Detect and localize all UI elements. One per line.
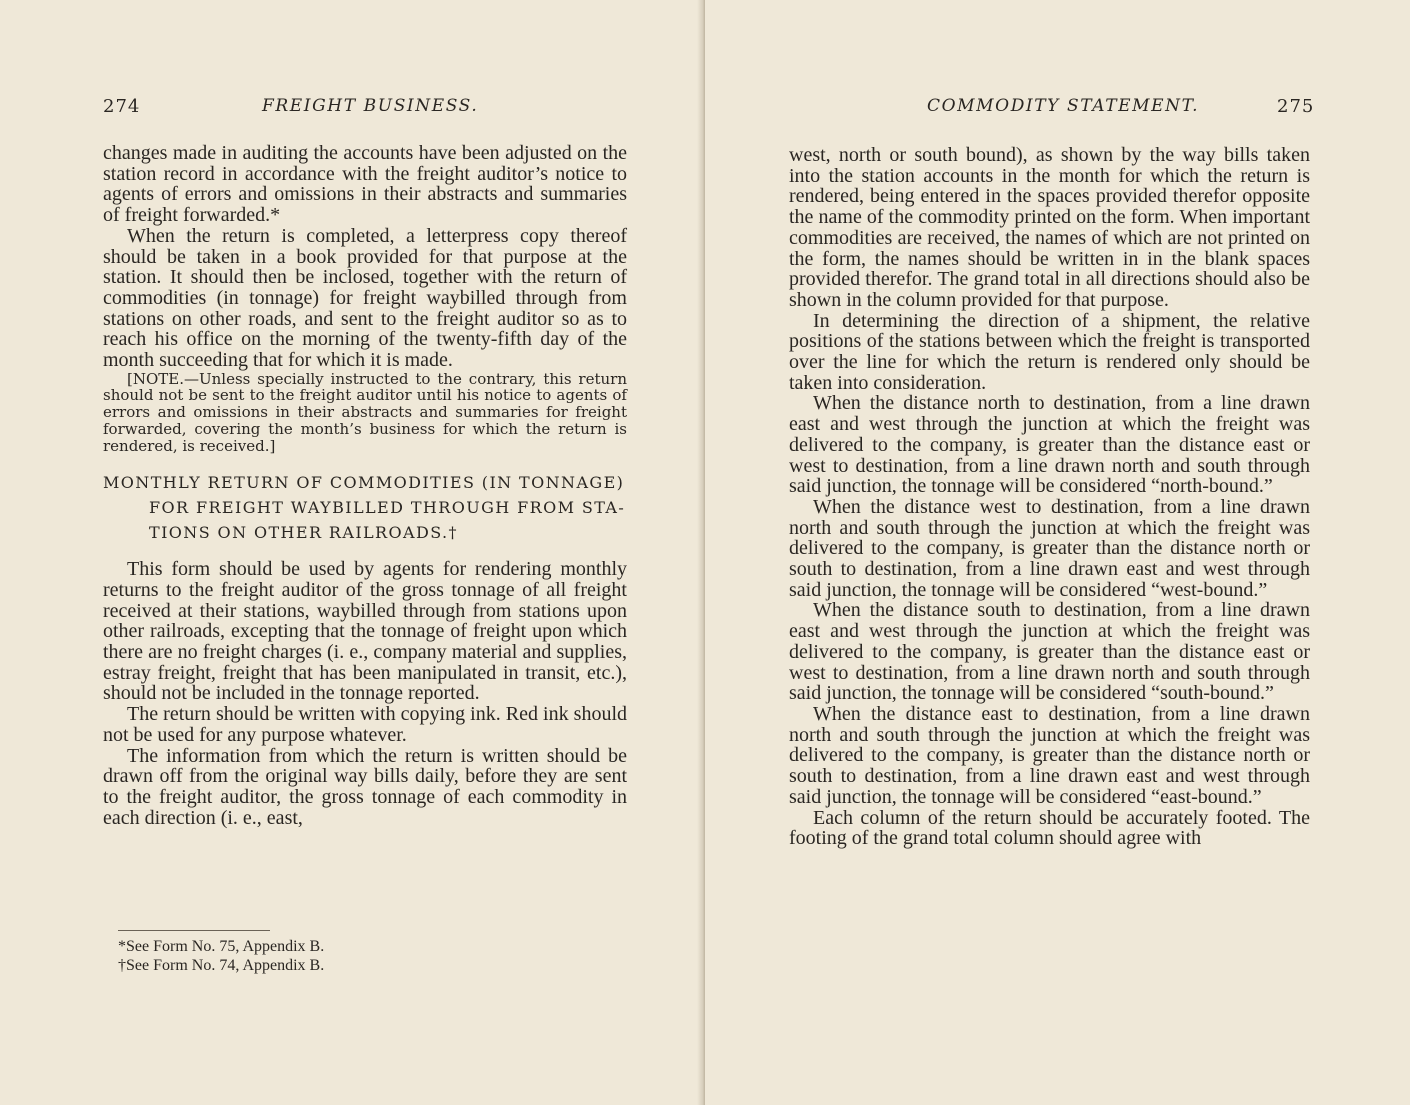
heading-line: FOR FREIGHT WAYBILLED THROUGH FROM STA- [149,498,626,518]
paragraph: changes made in auditing the accounts have been adjusted on the station record in accordance with the freight auditor’s notice to agents of errors and omissions in their abstracts and summaries of freight forwarded.* [103,142,627,227]
footnote-rule [118,930,270,931]
right-folio: 275 [1277,96,1315,117]
right-page [705,0,1410,1105]
paragraph: Each column of the return should be accurately footed. The footing of the grand total column should agree with [789,806,1310,850]
right-text-block [789,145,1310,849]
paragraph: When the distance west to destination, from a line drawn north and south through the junction at which the freight was delivered to the company, is greater than the distance north or south to destination, from a line drawn east and west through said junction, the tonnage will be considered “west-bound.” [789,495,1310,601]
left-folio: 274 [103,96,141,117]
paragraph: This form should be used by agents for rendering monthly returns to the freight auditor of the gross tonnage of all freight received at their stations, waybilled through from stations upon other railroads, excepting that the tonnage of freight upon which there are no freight charges (i. e., company material and supplies, estray freight, freight that has been manipulated in transit, etc.), should not be included in the tonnage reported. [103,558,627,705]
paragraph: The return should be written with copying ink. Red ink should not be used for any purpose whatever. [103,703,627,746]
footnote: †See Form No. 74, Appendix B. [118,957,325,974]
right-running-head: COMMODITY STATEMENT. [927,96,1200,116]
note-paragraph: [NOTE.—Unless specially instructed to the contrary, this return should not be sent to the freight auditor until his notice to agents of errors and omissions in their abstracts and summaries for freight forwarded, covering the month’s business for which the return is rendered, is received.] [103,369,627,455]
paragraph: When the distance south to destination, from a line drawn east and west through the junction at which the freight was delivered to the company, is greater than the distance east or west to destination, from a line drawn north and south through said junction, the tonnage will be considered “south-bound.” [789,599,1310,705]
paragraph: In determining the direction of a shipment, the relative positions of the stations between which the freight is transported over the line for which the return is rendered only should be taken into consideration. [789,309,1310,394]
left-running-head: FREIGHT BUSINESS. [262,96,479,116]
heading-line: TIONS ON OTHER RAILROADS.† [149,523,458,543]
paragraph: When the distance east to destination, from a line drawn north and south through the junction at which the freight was delivered to the company, is greater than the distance north or south to destination, from a line drawn east and west through said junction, the tonnage will be considered “east-bound.” [789,702,1310,808]
section-heading [103,470,627,545]
paragraph: When the return is completed, a letterpress copy thereof should be taken in a book provided for that purpose at the station. It should then be inclosed, together with the return of commodities (in tonnage) for freight waybilled through from stations on other roads, and sent to the freight auditor so as to reach his office on the morning of the twenty-fifth day of the month succeeding that for which it is made. [103,224,627,372]
paragraph: When the distance north to destination, from a line drawn east and west through the junction at which the freight was delivered to the company, is greater than the distance east or west to destination, from a line drawn north and south through said junction, the tonnage will be considered “north-bound.” [789,392,1310,498]
left-text-block [103,143,627,828]
footnotes [118,930,324,975]
footnote: *See Form No. 75, Appendix B. [118,938,325,955]
heading-line: MONTHLY RETURN OF COMMODITIES (IN TONNAGE) [103,473,625,493]
paragraph: west, north or south bound), as shown by the way bills taken into the station accounts in the month for which the return is rendered, being entered in the spaces provided therefor opposite the name of the commodity printed on the form. When important commodities are received, the names of which are not printed on the form, the names should be written in in the blank spaces provided therefor. The grand total in all directions should also be shown in the column provided for that purpose. [789,144,1310,311]
paragraph: The information from which the return is written should be drawn off from the original way bills daily, before they are sent to the freight auditor, the gross tonnage of each commodity in each direction (i. e., east, [103,744,627,829]
